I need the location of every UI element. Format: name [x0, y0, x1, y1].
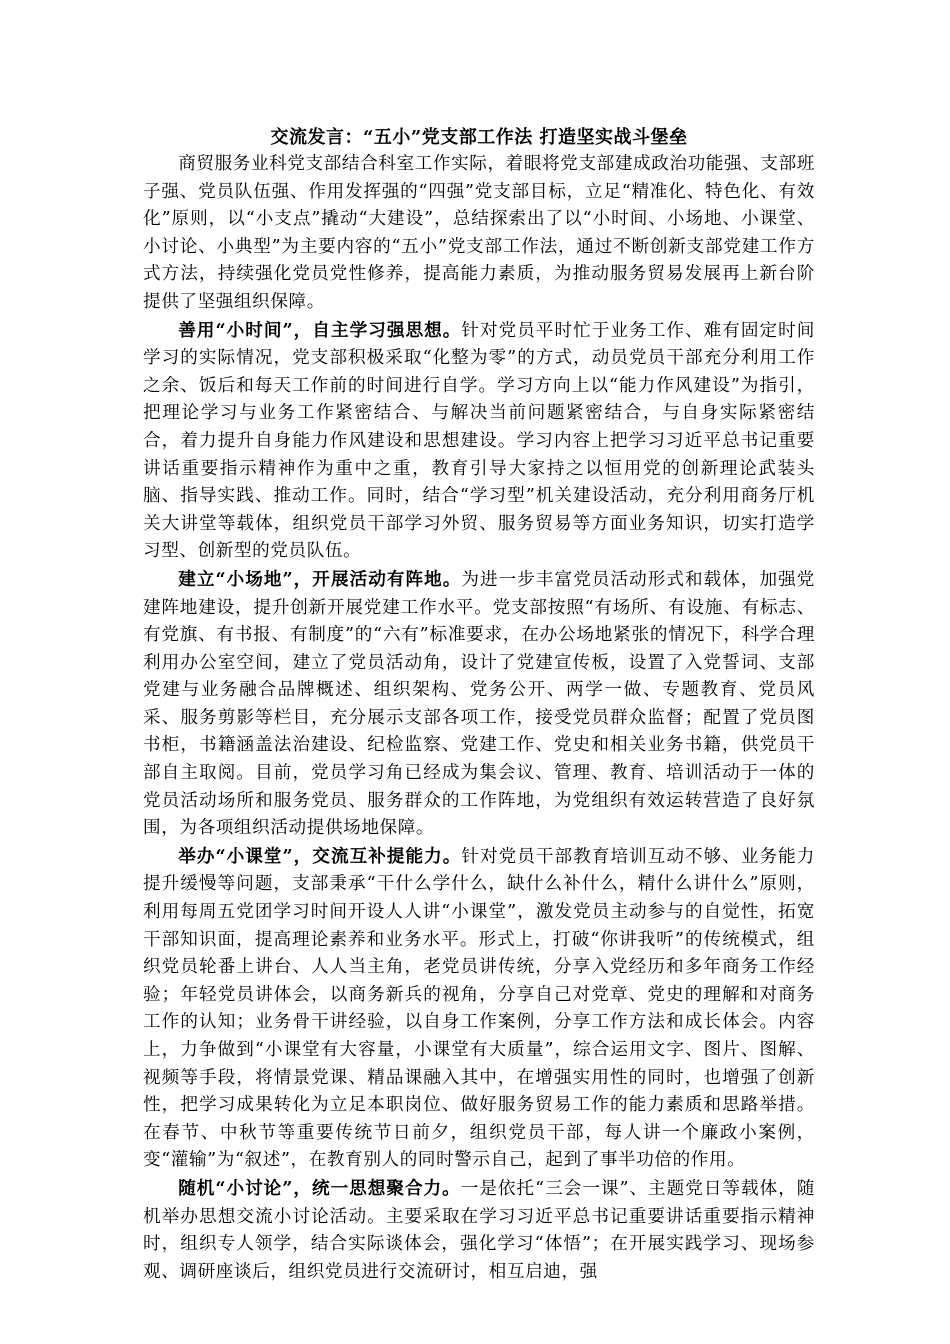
section-body-time: 针对党员平时忙于业务工作、难有固定时间学习的实际情况，党支部积极采取“化整为零”的方式，动员党员干部充分利用工作之余、饭后和每天工作前的时间进行自学。学习方向上以“能力作风建设”为指引，把理论学习与业务工作紧密结合、与解决当前问题紧密结合，与自身实际紧密结合，着力提升自身能力作风建设和思想建设。学习内容上把学习习近平总书记重要讲话重要指示精神作为重中之重，教育引导大家持之以恒用党的创新理论武装头脑、指导实践、推动工作。同时，结合“学习型”机关建设活动，充分利用商务厅机关大讲堂等载体，组织党员干部学习外贸、服务贸易等方面业务知识，切实打造学习型、创新型的党员队伍。: [143, 320, 815, 562]
document-page: [143, 124, 815, 1286]
section-heading-discussion: 随机“小讨论”，统一思想聚合力。: [178, 1177, 461, 1199]
document-title: 交流发言：“五小”党支部工作法 打造坚实战斗堡垒: [270, 127, 688, 148]
section-paragraph-classroom: [143, 843, 815, 1175]
intro-paragraph: 商贸服务业科党支部结合科室工作实际，着眼将党支部建成政治功能强、支部班子强、党员队伍强、作用发挥强的“四强”党支部目标，立足“精准化、特色化、有效化”原则，以“小支点”撬动“大建设”，总结探索出了以“小时间、小场地、小课堂、小讨论、小典型”为主要内容的“五小”党支部工作法，通过不断创新支部党建工作方式方法，持续强化党员党性修养，提高能力素质，为推动服务贸易发展再上新台阶提供了坚强组织保障。: [143, 154, 815, 312]
section-paragraph-discussion: [143, 1175, 815, 1286]
section-heading-classroom: 举办“小课堂”，交流互补提能力。: [178, 845, 462, 867]
section-heading-time: 善用“小时间”，自主学习强思想。: [178, 319, 462, 341]
section-body-discussion: 一是依托“三会一课”、主题党日等载体，随机举办思想交流小讨论活动。主要采取在学习习近平总书记重要讲话重要指示精神时，组织专人领学，结合实际谈体会，强化学习“体悟”；在开展实践学习、现场参观、调研座谈后，组织党员进行交流研讨，相互启迪，强: [143, 1178, 815, 1282]
section-heading-venue: 建立“小场地”，开展活动有阵地。: [178, 568, 462, 590]
section-body-venue: 为进一步丰富党员活动形式和载体，加强党建阵地建设，提升创新开展党建工作水平。党支部按照“有场所、有设施、有标志、有党旗、有书报、有制度”的“六有”标准要求，在办公场地紧张的情况下，科学合理利用办公室空间，建立了党员活动角，设计了党建宣传板，设置了入党誓词、支部党建与业务融合品牌概述、组织架构、党务公开、两学一做、专题教育、党员风采、服务剪影等栏目，充分展示支部各项工作，接受党员群众监督；配置了党员图书柜，书籍涵盖法治建设、纪检监察、党建工作、党史和相关业务书籍，供党员干部自主取阅。目前，党员学习角已经成为集会议、管理、教育、培训活动于一体的党员活动场所和服务党员、服务群众的工作阵地，为党组织有效运转营造了良好氛围，为各项组织活动提供场地保障。: [143, 569, 815, 839]
section-paragraph-venue: [143, 566, 815, 843]
section-paragraph-time: [143, 317, 815, 566]
section-body-classroom: 针对党员干部教育培训互动不够、业务能力提升缓慢等问题，支部秉承“干什么学什么，缺什么补什么，精什么讲什么”原则，利用每周五党团学习时间开设人人讲“小课堂”，激发党员主动参与的自觉性，拓宽干部知识面，提高理论素养和业务水平。形式上，打破“你讲我听”的传统模式，组织党员轮番上讲台、人人当主角，老党员讲传统，分享入党经历和多年商务工作经验；年轻党员讲体会，以商务新兵的视角，分享自己对党章、党史的理解和对商务工作的认知；业务骨干讲经验，以自身工作案例，分享工作方法和成长体会。内容上，力争做到“小课堂有大容量，小课堂有大质量”，综合运用文字、图片、图解、视频等手段，将情景党课、精品课融入其中，在增强实用性的同时，也增强了创新性，把学习成果转化为立足本职岗位、做好服务贸易工作的能力素质和思路举措。在春节、中秋节等重要传统节日前夕，组织党员干部，每人讲一个廉政小案例，变“灌输”为“叙述”，在教育别人的同时警示自己，起到了事半功倍的作用。: [143, 846, 815, 1171]
